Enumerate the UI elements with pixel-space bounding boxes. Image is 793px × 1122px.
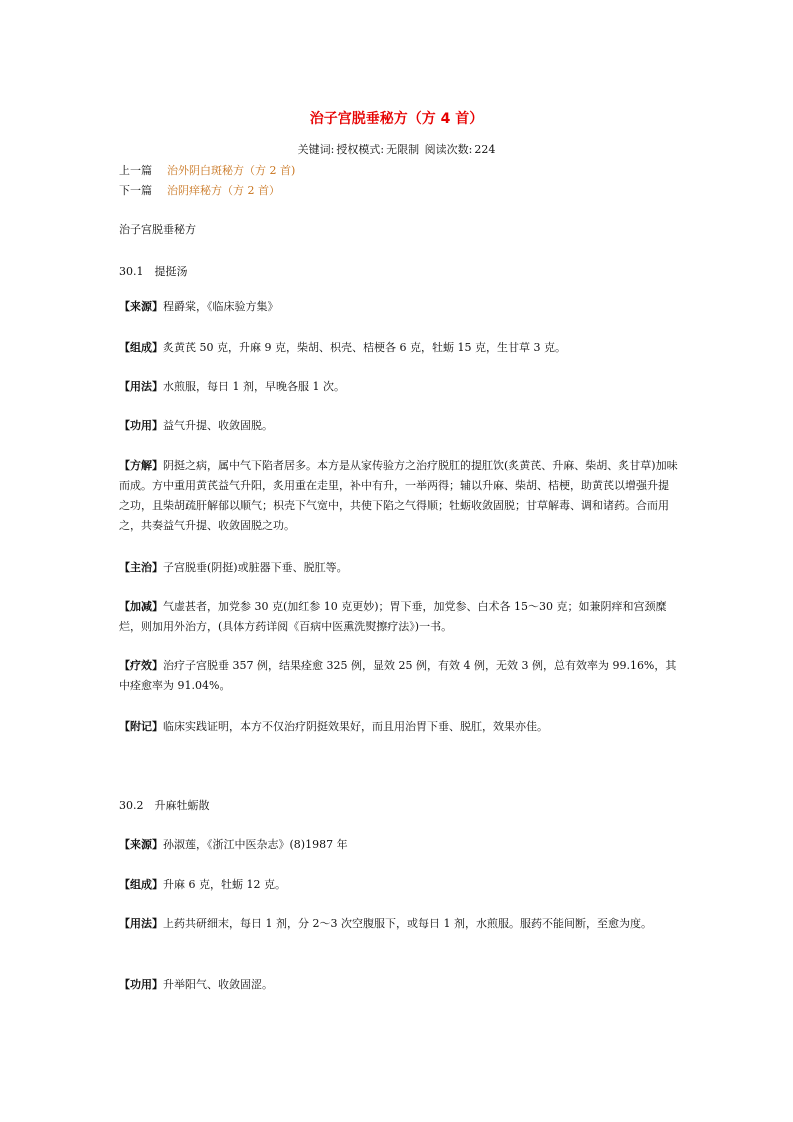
- page-title: 治子宫脱垂秘方（方 4 首）: [309, 111, 484, 127]
- function-text: 升举阳气、收敛固涩。: [163, 978, 273, 991]
- indication-text: 子宫脱垂(阴挺)或脏器下垂、脱肛等。: [163, 561, 348, 574]
- next-article-link[interactable]: 治阴痒秘方（方 2 首）: [167, 184, 280, 197]
- usage-tag: 【用法】: [119, 917, 163, 930]
- source-tag: 【来源】: [119, 300, 163, 313]
- function-text: 益气升提、收敛固脱。: [163, 419, 273, 432]
- explanation-tag: 【方解】: [119, 459, 163, 472]
- intro-heading: 治子宫脱垂秘方: [119, 223, 196, 236]
- efficacy-paragraph: [119, 656, 679, 696]
- prev-article-link[interactable]: 治外阴白斑秘方（方 2 首): [167, 164, 296, 177]
- usage-paragraph: [119, 377, 679, 397]
- modification-paragraph: [119, 597, 679, 637]
- indication-tag: 【主治】: [119, 561, 163, 574]
- modification-text: 气虚甚者，加党参 30 克(加红参 10 克更妙)；胃下垂，加党参、白术各 15～30 克；如兼阴痒和宫颈糜烂，则加用外治方，(具体方药详阅《百病中医熏洗熨擦疗法》)一书。: [119, 600, 667, 633]
- usage-tag: 【用法】: [119, 380, 163, 393]
- function-paragraph: [119, 416, 679, 436]
- usage-text: 水煎服，每日 1 剂，早晚各服 1 次。: [163, 380, 345, 393]
- composition-text: 升麻 6 克，牡蛎 12 克。: [163, 878, 286, 891]
- function-tag: 【功用】: [119, 978, 163, 991]
- article-meta: [0, 141, 793, 157]
- prev-label: 上一篇: [119, 164, 152, 177]
- explanation-text: 阴挺之病，属中气下陷者居多。本方是从家传验方之治疗脱肛的提肛饮(炙黄芪、升麻、柴胡、炙甘草)加味而成。方中重用黄芪益气升阳，炙用重在走里，补中有升，一举两得；辅以升麻、柴胡、桔梗，助黄芪以增强升提之功，且柴胡疏肝解郁以顺气；枳壳下气宽中，共使下陷之气得顺；牡蛎收敛固脱；甘草解毒、调和诸药。合而用之，共奏益气升提、收敛固脱之功。: [119, 459, 678, 532]
- usage-text: 上药共研细末，每日 1 剂，分 2～3 次空腹服下，或每日 1 剂，水煎服。服药不能间断，至愈为度。: [163, 917, 652, 930]
- source-paragraph: [119, 297, 679, 317]
- usage-paragraph: [119, 914, 679, 934]
- reads-label: 阅读次数:: [424, 143, 473, 156]
- reads-value: 224: [474, 143, 496, 156]
- source-paragraph: [119, 835, 679, 855]
- section-heading: 30.1 提挺汤: [119, 265, 188, 278]
- modification-tag: 【加减】: [119, 600, 163, 613]
- efficacy-text: 治疗子宫脱垂 357 例，结果痊愈 325 例，显效 25 例，有效 4 例，无效 3 例，总有效率为 99.16%，其中痊愈率为 91.04%。: [119, 659, 677, 692]
- keywords-label: 关键词:: [297, 143, 335, 156]
- note-paragraph: [119, 717, 679, 737]
- composition-paragraph: [119, 338, 679, 358]
- source-text: 孙淑莲，《浙江中医杂志》(8)1987 年: [163, 838, 348, 851]
- license-label: 授权模式:: [336, 143, 385, 156]
- note-tag: 【附记】: [119, 720, 163, 733]
- source-text: 程爵棠，《临床验方集》: [163, 300, 279, 313]
- efficacy-tag: 【疗效】: [119, 659, 163, 672]
- indication-paragraph: [119, 558, 679, 578]
- explanation-paragraph: [119, 456, 679, 536]
- function-paragraph: [119, 975, 679, 995]
- composition-tag: 【组成】: [119, 878, 163, 891]
- function-tag: 【功用】: [119, 419, 163, 432]
- composition-text: 炙黄芪 50 克，升麻 9 克，柴胡、枳壳、桔梗各 6 克，牡蛎 15 克，生甘草 3 克。: [163, 341, 566, 354]
- section-heading: 30.2 升麻牡蛎散: [119, 799, 210, 812]
- note-text: 临床实践证明，本方不仅治疗阴挺效果好，而且用治胃下垂、脱肛，效果亦佳。: [163, 720, 548, 733]
- prev-article-row: [119, 162, 295, 178]
- composition-paragraph: [119, 875, 679, 895]
- source-tag: 【来源】: [119, 838, 163, 851]
- license-value: 无限制: [386, 143, 420, 156]
- next-article-row: [119, 182, 280, 198]
- composition-tag: 【组成】: [119, 341, 163, 354]
- next-label: 下一篇: [119, 184, 152, 197]
